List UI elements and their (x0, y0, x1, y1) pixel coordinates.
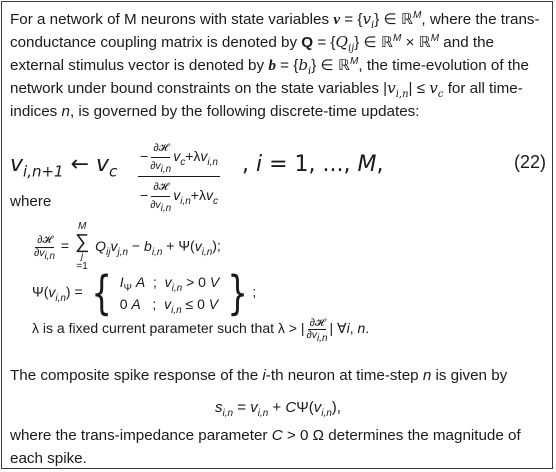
closing-paragraph: where the trans-impedance parameter C > 0 Ω determines the magnitude of each spike. (10, 427, 521, 467)
spike-equation: $s_{i,n} = v_{i,n} + C\Psi(v_{i,n})$, (215, 399, 341, 419)
where-label-1: where (10, 193, 52, 210)
gradient-definition: $\frac{\text{∂𝓗}}{\partial v_{i,n}}$ = M ∑ j =1 $Q_{ij}v_{j,n} - b_{i,n} + \Psi(v_{i,n})$; (34, 221, 221, 272)
composite-sentence: The composite spike response of the i-th neuron at time-step n is given by (10, 367, 508, 384)
psi-definition: $\Psi(v_{i,n})$ = { $I_\Psi$ A ; $v_{i,n} > 0$ V 0 A ; $v_{i,n} \le 0$ V } ; (32, 266, 257, 320)
lambda-definition: λ is a fixed current parameter such that λ > | $\frac{\text{∂𝓗}}{\partial v_{i,n}}$ | ∀i, n. (32, 317, 370, 345)
equation-number: (22) (513, 152, 546, 172)
update-equation: $v_{i,n+1}$ ← $v_c$ − $\frac{\text{∂𝓗}}{\partial v_{i,n}}$ $v_c+\lambda v_{i,n}$ − $\frac{\text{∂𝓗}}{\partial v_{i,n}}$ $v_{i,n}+\lambda v_c$ , i = 1, ..., M, (22) (10, 138, 546, 198)
intro-paragraph: For a network of M neurons with state variables $v = \{v_i\}$ ∈ ℝ$^M$, where the trans-conductance coupling matrix is denoted by $Q = \{Q_{ij}\}$ ∈ ℝ$^M$ × ℝ$^M$ and the external stimulus vector is denoted by $b = \{b_i\}$ ∈ ℝ$^M$, the time-evolution of the network under bound constraints on the state variables $|v_{i,n}| \le v_c$ for all time-indices n, is governed by the following discrete-time updates: (10, 9, 540, 120)
